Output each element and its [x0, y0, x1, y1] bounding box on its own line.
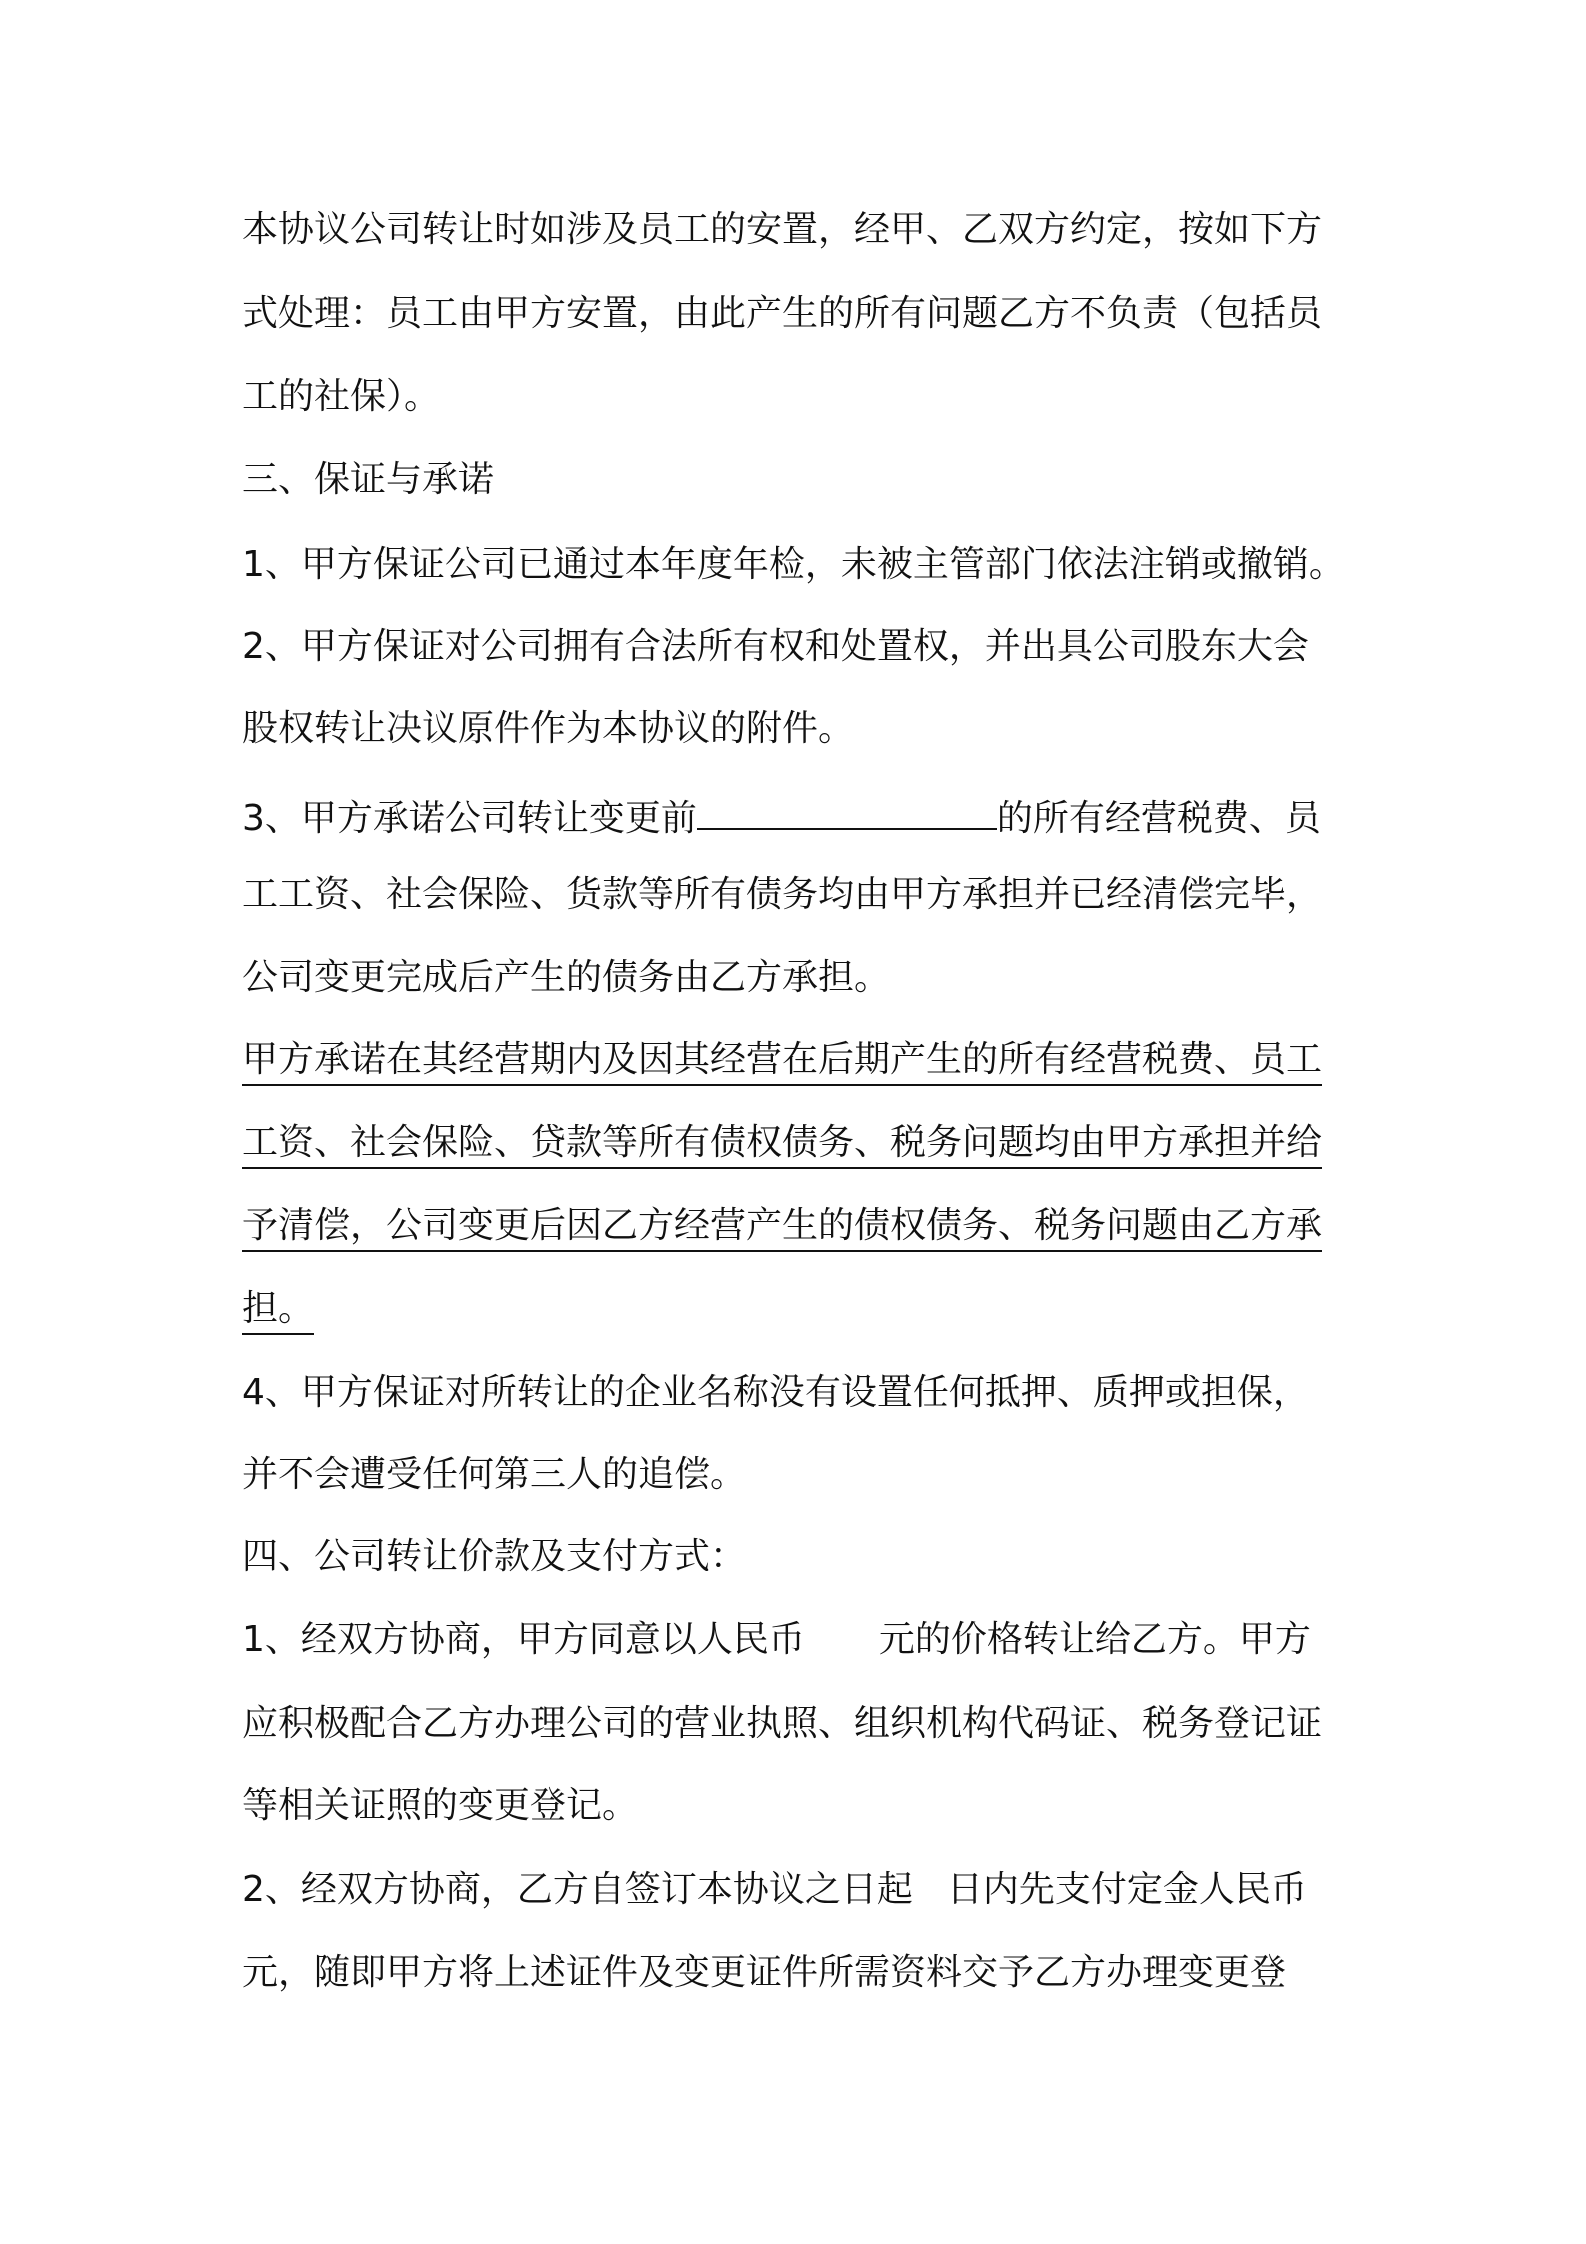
payment-clause-1-text-after-blank: 元的价格转让给乙方。甲方 — [878, 1619, 1311, 1660]
payment-clause-2-text-before-blank: 2、经双方协商，乙方自签订本协议之日起 — [242, 1869, 913, 1910]
payment-clause-2-line-1 — [242, 1870, 1307, 1910]
employee-clause-line-3: 工的社保）。 — [242, 376, 441, 417]
payment-clause-1-line-1 — [242, 1620, 1311, 1660]
clause-4-line-2: 并不会遭受任何第三人的追偿。 — [242, 1454, 747, 1495]
section-heading-payment: 四、公司转让价款及支付方式： — [242, 1536, 747, 1577]
clause-3-line-2: 工工资、社会保险、货款等所有债务均由甲方承担并已经清偿完毕， — [242, 874, 1323, 915]
clause-3-line-1 — [242, 792, 1321, 839]
added-clause-line-3: 予清偿，公司变更后因乙方经营产生的债权债务、税务问题由乙方承 — [242, 1206, 1322, 1252]
clause-2-line-2: 股权转让决议原件作为本协议的附件。 — [242, 708, 855, 749]
clause-4-line-1: 4、甲方保证对所转让的企业名称没有设置任何抵押、质押或担保， — [242, 1372, 1309, 1413]
added-clause-line-2: 工资、社会保险、贷款等所有债权债务、税务问题均由甲方承担并给 — [242, 1123, 1322, 1169]
clause-3-text-before-blank: 3、甲方承诺公司转让变更前 — [242, 798, 697, 839]
added-clause-line-4: 担。 — [242, 1289, 314, 1335]
payment-clause-1-line-3: 等相关证照的变更登记。 — [242, 1785, 639, 1826]
payment-clause-1-line-2: 应积极配合乙方办理公司的营业执照、组织机构代码证、税务登记证 — [242, 1703, 1323, 1744]
section-heading-guarantees: 三、保证与承诺 — [242, 459, 495, 500]
clause-3-text-after-blank: 的所有经营税费、员 — [996, 798, 1321, 839]
clause-3-line-3: 公司变更完成后产生的债务由乙方承担。 — [242, 957, 891, 998]
clause-1-line-1: 1、甲方保证公司已通过本年度年检，未被主管部门依法注销或撤销。 — [242, 544, 1345, 585]
added-clause-line-1: 甲方承诺在其经营期内及因其经营在后期产生的所有经营税费、员工 — [242, 1040, 1322, 1086]
clause-2-line-1: 2、甲方保证对公司拥有合法所有权和处置权，并出具公司股东大会 — [242, 626, 1309, 667]
employee-clause-line-1: 本协议公司转让时如涉及员工的安置，经甲、乙双方约定，按如下方 — [242, 209, 1323, 250]
payment-clause-2-line-2: 元，随即甲方将上述证件及变更证件所需资料交予乙方办理变更登 — [242, 1952, 1287, 1993]
date-blank-field — [697, 792, 997, 830]
employee-clause-line-2: 式处理：员工由甲方安置，由此产生的所有问题乙方不负责（包括员 — [242, 293, 1323, 334]
payment-clause-2-text-after-blank: 日内先支付定金人民币 — [946, 1869, 1307, 1910]
payment-clause-1-text-before-blank: 1、经双方协商，甲方同意以人民币 — [242, 1619, 805, 1660]
